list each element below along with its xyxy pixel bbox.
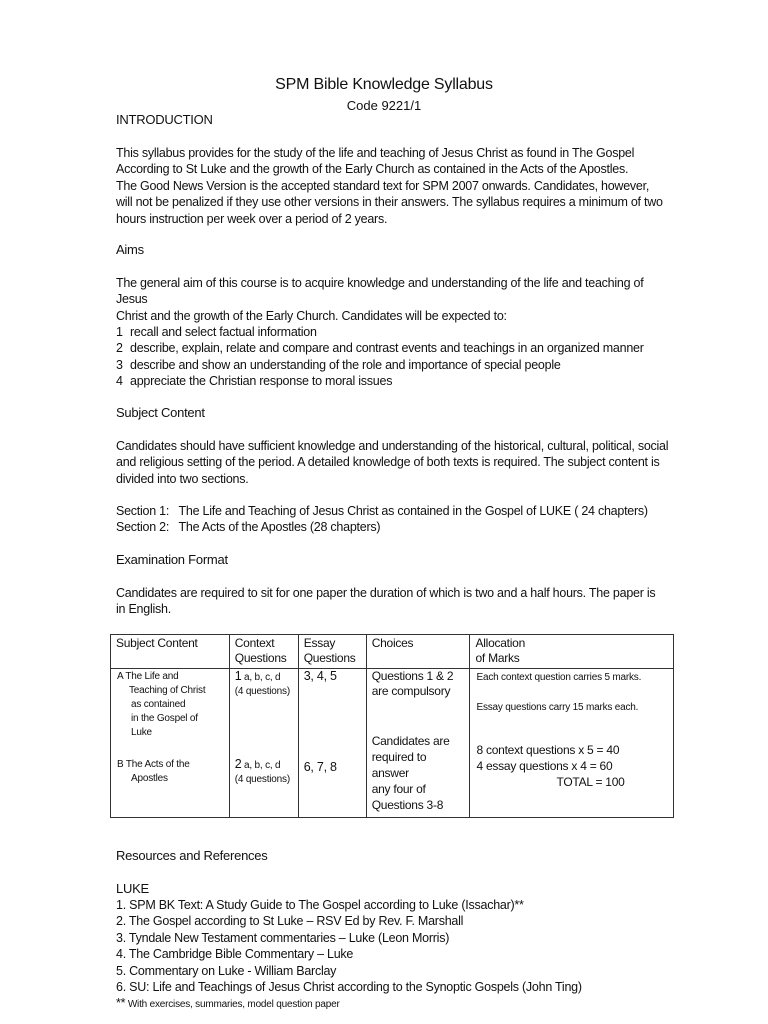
examination-paragraph [116,585,676,618]
footnote-text: With exercises, summaries, model question paper [125,999,340,1011]
aims-heading: Aims [116,242,144,257]
essay-b: 6, 7, 8 [303,760,337,774]
examination-format-heading: Examination Format [116,552,228,567]
section-label: Section 2: [116,520,170,535]
list-text: describe, explain, relate and compare and contrast events and teachings in an organized manner [130,341,644,356]
header-choices: Choices [366,635,470,669]
section-item [116,519,676,535]
subject-a: A The Life and Teaching of Christ as contained in the Gospel of Luke [117,671,206,738]
aims-paragraph [116,275,676,324]
reference-item: 2. The Gospel according to St Luke – RSV Ed by Rev. F. Marshall [116,914,464,929]
list-number: 1 [116,325,123,339]
choices-a: Questions 1 & 2 are compulsory [371,669,454,698]
section-text: The Acts of the Apostles (28 chapters) [178,520,381,535]
reference-item: 3. Tyndale New Testament commentaries – Luke (Leon Morris) [116,930,450,945]
text-line: hours instruction per week over a period of 2 years. [116,211,388,226]
list-item [116,340,676,356]
introduction-heading: INTRODUCTION [116,112,213,127]
essay-marks-note: Essay questions carry 15 marks each. [476,702,639,713]
essay-a: 3, 4, 5 [303,669,337,683]
subject-content-heading: Subject Content [116,405,205,420]
aims-list [116,324,676,390]
text-line: will not be penalized if they use other versions in their answers. The syllabus requires a minimum of two [116,195,663,210]
reference-item: 4. The Cambridge Bible Commentary – Luke [116,947,354,962]
text-line: The Good News Version is the accepted standard text for SPM 2007 onwards. Candidates, however, [116,178,650,193]
header-subject-content: Subject Content [111,635,230,669]
marks-calculation: 8 context questions x 5 = 40 4 essay questions x 4 = 60 TOTAL = 100 [476,743,625,789]
header-context-questions: Context Questions [229,635,298,669]
choices-b: Candidates are required to answer any four of Questions 3-8 [371,734,450,812]
context-a: 1 a, b, c, d (4 questions) [234,669,290,697]
introduction-paragraph [116,145,676,227]
table-header-row [111,635,674,669]
text-line: divided into two sections. [116,471,249,486]
list-number: 4 [116,374,123,389]
reference-item: 5. Commentary on Luke - William Barclay [116,963,337,978]
references-list [116,897,716,1012]
list-item [116,357,676,373]
text-line: and religious setting of the period. A detailed knowledge of both texts is required. The subject content is [116,455,660,470]
list-number: 3 [116,357,123,372]
section-text: The Life and Teaching of Jesus Christ as contained in the Gospel of LUKE ( 24 chapters) [178,504,648,518]
subject-content-paragraph [116,438,676,487]
cell-essay-questions [298,669,366,818]
footnote [116,995,716,1011]
sections-list [116,503,676,536]
text-line: Christ and the growth of the Early Church. Candidates will be expected to: [116,308,507,323]
context-marks-note: Each context question carries 5 marks. [476,672,642,683]
text-line: This syllabus provides for the study of the life and teaching of Jesus Christ as found in The Gospel [116,146,635,160]
context-b: 2 a, b, c, d (4 questions) [234,757,290,785]
footnote-mark: ** [116,996,126,1011]
list-item [116,324,676,340]
reference-item: 6. SU: Life and Teachings of Jesus Christ according to the Synoptic Gospels (John Ting) [116,979,582,994]
text-line: According to St Luke and the growth of the Early Church as contained in the Acts of the Apostles. [116,162,629,177]
list-number: 2 [116,341,123,356]
text-line: in English. [116,602,171,617]
text-line: Candidates are required to sit for one paper the duration of which is two and a half hours. The paper is [116,586,656,600]
section-label: Section 1: [116,504,170,518]
list-text: recall and select factual information [130,325,317,339]
luke-heading: LUKE [116,881,149,896]
list-item [116,373,676,389]
cell-subject-content [111,669,230,818]
syllabus-code: Code 9221/1 [346,98,422,113]
list-text: appreciate the Christian response to moral issues [130,374,393,389]
cell-allocation-of-marks [470,669,674,818]
section-item [116,503,676,519]
list-text: describe and show an understanding of the role and importance of special people [130,357,561,372]
subject-b: B The Acts of the Apostles [117,759,190,784]
page-title: SPM Bible Knowledge Syllabus [275,76,493,93]
text-line: The general aim of this course is to acquire knowledge and understanding of the life and teaching of Jesus [116,276,644,307]
resources-heading: Resources and References [116,848,268,863]
cell-context-questions [229,669,298,818]
reference-item: 1. SPM BK Text: A Study Guide to The Gospel according to Luke (Issachar)** [116,898,524,912]
header-allocation-of-marks: Allocation of Marks [470,635,674,669]
header-essay-questions: Essay Questions [298,635,366,669]
examination-format-table [110,634,674,818]
text-line: Candidates should have sufficient knowledge and understanding of the historical, cultural, political, social [116,439,669,453]
table-row [111,669,674,818]
cell-choices [366,669,470,818]
